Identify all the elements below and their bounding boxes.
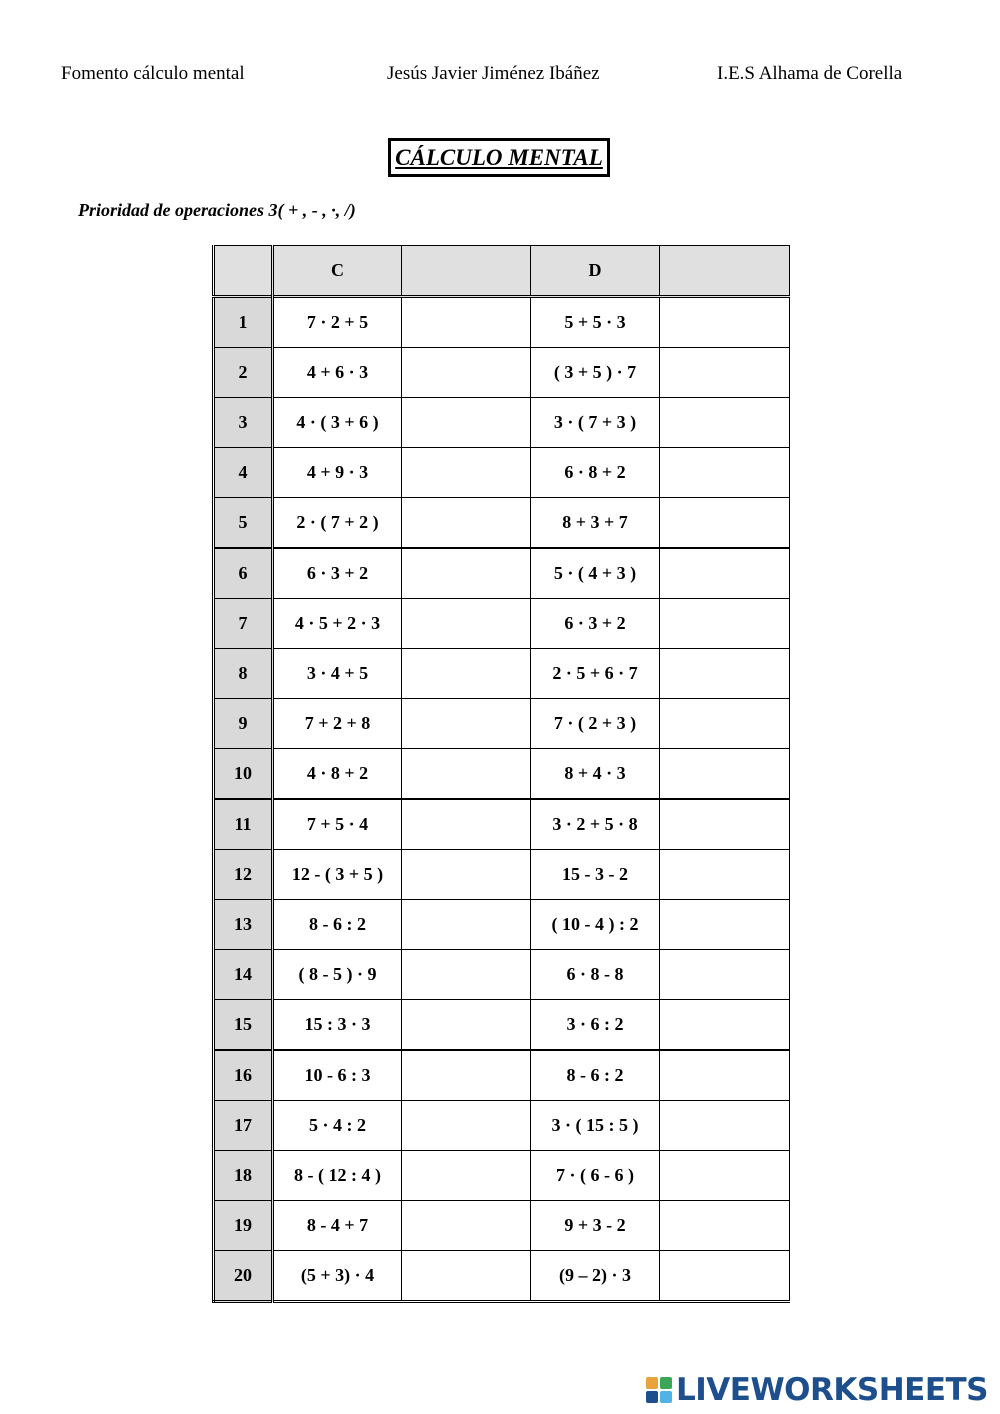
answer-input-c[interactable] bbox=[402, 348, 530, 397]
row-number: 6 bbox=[214, 548, 273, 599]
answer-cell-d[interactable] bbox=[660, 799, 790, 850]
row-number: 12 bbox=[214, 850, 273, 900]
row-number: 8 bbox=[214, 649, 273, 699]
answer-cell-c[interactable] bbox=[402, 1101, 531, 1151]
expression-d: ( 3 + 5 ) · 7 bbox=[531, 348, 660, 398]
answer-input-d[interactable] bbox=[660, 950, 789, 999]
table-row bbox=[214, 749, 790, 800]
row-number: 15 bbox=[214, 1000, 273, 1051]
answer-input-d[interactable] bbox=[660, 298, 789, 347]
row-number: 18 bbox=[214, 1151, 273, 1201]
answer-input-c[interactable] bbox=[402, 599, 530, 648]
table-row bbox=[214, 799, 790, 850]
row-number: 2 bbox=[214, 348, 273, 398]
logo-square-3 bbox=[646, 1391, 658, 1403]
table-row bbox=[214, 599, 790, 649]
answer-cell-c[interactable] bbox=[402, 749, 531, 800]
logo-square-4 bbox=[660, 1391, 672, 1403]
answer-cell-d[interactable] bbox=[660, 498, 790, 549]
expression-c: 5 · 4 : 2 bbox=[273, 1101, 402, 1151]
header-subject: Fomento cálculo mental bbox=[61, 63, 245, 84]
row-number: 14 bbox=[214, 950, 273, 1000]
answer-cell-d[interactable] bbox=[660, 1201, 790, 1251]
answer-input-c[interactable] bbox=[402, 699, 530, 748]
expression-c: 15 : 3 · 3 bbox=[273, 1000, 402, 1051]
answer-input-c[interactable] bbox=[402, 1201, 530, 1250]
expression-c: 4 + 9 · 3 bbox=[273, 448, 402, 498]
answer-cell-d[interactable] bbox=[660, 1050, 790, 1101]
table-row bbox=[214, 1251, 790, 1302]
answer-input-c[interactable] bbox=[402, 850, 530, 899]
logo-square-1 bbox=[646, 1377, 658, 1389]
table-row bbox=[214, 398, 790, 448]
answer-input-c[interactable] bbox=[402, 950, 530, 999]
answer-input-d[interactable] bbox=[660, 900, 789, 949]
header-column-d: D bbox=[531, 246, 660, 297]
table-row bbox=[214, 699, 790, 749]
answer-input-c[interactable] bbox=[402, 800, 530, 849]
answer-cell-d[interactable] bbox=[660, 448, 790, 498]
answer-input-c[interactable] bbox=[402, 900, 530, 949]
header-school: I.E.S Alhama de Corella bbox=[717, 63, 903, 84]
answer-cell-d[interactable] bbox=[660, 599, 790, 649]
answer-cell-c[interactable] bbox=[402, 348, 531, 398]
expression-c: 4 · 5 + 2 · 3 bbox=[273, 599, 402, 649]
row-number: 5 bbox=[214, 498, 273, 549]
expression-d: 2 · 5 + 6 · 7 bbox=[531, 649, 660, 699]
answer-cell-c[interactable] bbox=[402, 1000, 531, 1051]
answer-input-d[interactable] bbox=[660, 1201, 789, 1250]
header-column-c: C bbox=[273, 246, 402, 297]
expression-d: 3 · 6 : 2 bbox=[531, 1000, 660, 1051]
answer-input-c[interactable] bbox=[402, 549, 530, 598]
answer-input-d[interactable] bbox=[660, 749, 789, 798]
answer-cell-d[interactable] bbox=[660, 900, 790, 950]
answer-input-d[interactable] bbox=[660, 599, 789, 648]
answer-input-c[interactable] bbox=[402, 1051, 530, 1100]
answer-input-c[interactable] bbox=[402, 498, 530, 547]
page-title: CÁLCULO MENTAL bbox=[395, 144, 603, 170]
row-number: 3 bbox=[214, 398, 273, 448]
expression-c: 12 - ( 3 + 5 ) bbox=[273, 850, 402, 900]
table-row bbox=[214, 900, 790, 950]
answer-input-d[interactable] bbox=[660, 498, 789, 547]
answer-input-c[interactable] bbox=[402, 398, 530, 447]
answer-cell-c[interactable] bbox=[402, 448, 531, 498]
answer-cell-c[interactable] bbox=[402, 599, 531, 649]
row-number: 7 bbox=[214, 599, 273, 649]
answer-input-d[interactable] bbox=[660, 1101, 789, 1150]
expression-d: 8 - 6 : 2 bbox=[531, 1050, 660, 1101]
answer-input-d[interactable] bbox=[660, 699, 789, 748]
answer-cell-d[interactable] bbox=[660, 398, 790, 448]
expression-d: 5 + 5 · 3 bbox=[531, 297, 660, 348]
expression-c: 7 · 2 + 5 bbox=[273, 297, 402, 348]
table-row bbox=[214, 1101, 790, 1151]
answer-input-d[interactable] bbox=[660, 448, 789, 497]
answer-cell-c[interactable] bbox=[402, 900, 531, 950]
expression-c: 8 - 6 : 2 bbox=[273, 900, 402, 950]
logo-mark-icon bbox=[646, 1377, 672, 1403]
expression-d: 8 + 4 · 3 bbox=[531, 749, 660, 800]
answer-input-c[interactable] bbox=[402, 1000, 530, 1049]
table-row bbox=[214, 1050, 790, 1101]
table-row bbox=[214, 297, 790, 348]
expression-d: 3 · ( 15 : 5 ) bbox=[531, 1101, 660, 1151]
answer-input-d[interactable] bbox=[660, 398, 789, 447]
table-row bbox=[214, 448, 790, 498]
logo-text: LIVEWORKSHEETS bbox=[676, 1372, 988, 1408]
expression-c: 2 · ( 7 + 2 ) bbox=[273, 498, 402, 549]
liveworksheets-logo bbox=[646, 1372, 988, 1408]
expression-c: 8 - 4 + 7 bbox=[273, 1201, 402, 1251]
expression-c: (5 + 3) · 4 bbox=[273, 1251, 402, 1302]
expression-c: 7 + 5 · 4 bbox=[273, 799, 402, 850]
answer-cell-c[interactable] bbox=[402, 799, 531, 850]
answer-cell-c[interactable] bbox=[402, 548, 531, 599]
expression-c: 4 · ( 3 + 6 ) bbox=[273, 398, 402, 448]
expression-c: 3 · 4 + 5 bbox=[273, 649, 402, 699]
expression-d: 3 · 2 + 5 · 8 bbox=[531, 799, 660, 850]
expression-d: 7 · ( 6 - 6 ) bbox=[531, 1151, 660, 1201]
row-number: 4 bbox=[214, 448, 273, 498]
logo-square-2 bbox=[660, 1377, 672, 1389]
expression-d: 15 - 3 - 2 bbox=[531, 850, 660, 900]
answer-cell-c[interactable] bbox=[402, 699, 531, 749]
answer-cell-d[interactable] bbox=[660, 699, 790, 749]
answer-cell-c[interactable] bbox=[402, 850, 531, 900]
header-author: Jesús Javier Jiménez Ibáñez bbox=[387, 63, 600, 84]
answer-cell-d[interactable] bbox=[660, 950, 790, 1000]
page-title-box bbox=[388, 138, 610, 177]
answer-cell-c[interactable] bbox=[402, 1201, 531, 1251]
table-row bbox=[214, 498, 790, 549]
table-header-row bbox=[214, 246, 790, 297]
expression-c: 4 + 6 · 3 bbox=[273, 348, 402, 398]
answer-input-c[interactable] bbox=[402, 1101, 530, 1150]
table-row bbox=[214, 649, 790, 699]
row-number: 19 bbox=[214, 1201, 273, 1251]
expression-c: 10 - 6 : 3 bbox=[273, 1050, 402, 1101]
table-row bbox=[214, 950, 790, 1000]
expression-d: ( 10 - 4 ) : 2 bbox=[531, 900, 660, 950]
answer-input-d[interactable] bbox=[660, 348, 789, 397]
answer-cell-d[interactable] bbox=[660, 1101, 790, 1151]
answer-cell-c[interactable] bbox=[402, 1251, 531, 1302]
row-number: 16 bbox=[214, 1050, 273, 1101]
answer-cell-d[interactable] bbox=[660, 1000, 790, 1051]
answer-cell-d[interactable] bbox=[660, 649, 790, 699]
answer-input-d[interactable] bbox=[660, 850, 789, 899]
answer-cell-c[interactable] bbox=[402, 1151, 531, 1201]
answer-input-c[interactable] bbox=[402, 298, 530, 347]
answer-input-c[interactable] bbox=[402, 448, 530, 497]
row-number: 17 bbox=[214, 1101, 273, 1151]
answer-input-c[interactable] bbox=[402, 1251, 530, 1300]
header-column-c-answer bbox=[402, 246, 531, 297]
answer-input-d[interactable] bbox=[660, 1051, 789, 1100]
expression-d: (9 – 2) · 3 bbox=[531, 1251, 660, 1302]
expression-c: 6 · 3 + 2 bbox=[273, 548, 402, 599]
row-number: 9 bbox=[214, 699, 273, 749]
expression-c: ( 8 - 5 ) · 9 bbox=[273, 950, 402, 1000]
answer-input-d[interactable] bbox=[660, 1251, 789, 1300]
table-row bbox=[214, 1000, 790, 1051]
row-number: 10 bbox=[214, 749, 273, 800]
answer-input-c[interactable] bbox=[402, 749, 530, 798]
expression-c: 4 · 8 + 2 bbox=[273, 749, 402, 800]
table-row bbox=[214, 348, 790, 398]
row-number: 11 bbox=[214, 799, 273, 850]
answer-input-d[interactable] bbox=[660, 549, 789, 598]
answer-cell-d[interactable] bbox=[660, 1251, 790, 1302]
expression-d: 9 + 3 - 2 bbox=[531, 1201, 660, 1251]
expression-d: 6 · 8 + 2 bbox=[531, 448, 660, 498]
answer-input-d[interactable] bbox=[660, 1000, 789, 1049]
row-number: 1 bbox=[214, 297, 273, 348]
answer-cell-c[interactable] bbox=[402, 1050, 531, 1101]
answer-input-d[interactable] bbox=[660, 649, 789, 698]
expression-d: 8 + 3 + 7 bbox=[531, 498, 660, 549]
expression-d: 3 · ( 7 + 3 ) bbox=[531, 398, 660, 448]
expression-d: 7 · ( 2 + 3 ) bbox=[531, 699, 660, 749]
row-number: 13 bbox=[214, 900, 273, 950]
expression-c: 8 - ( 12 : 4 ) bbox=[273, 1151, 402, 1201]
answer-input-c[interactable] bbox=[402, 649, 530, 698]
answer-cell-d[interactable] bbox=[660, 297, 790, 348]
answer-input-c[interactable] bbox=[402, 1151, 530, 1200]
answer-cell-d[interactable] bbox=[660, 348, 790, 398]
row-number: 20 bbox=[214, 1251, 273, 1302]
expression-d: 5 · ( 4 + 3 ) bbox=[531, 548, 660, 599]
answer-cell-c[interactable] bbox=[402, 297, 531, 348]
answer-cell-c[interactable] bbox=[402, 649, 531, 699]
header-column-d-answer bbox=[660, 246, 790, 297]
table-row bbox=[214, 1151, 790, 1201]
header-corner bbox=[214, 246, 273, 297]
answer-cell-d[interactable] bbox=[660, 850, 790, 900]
table-row bbox=[214, 850, 790, 900]
table-row bbox=[214, 548, 790, 599]
expression-d: 6 · 3 + 2 bbox=[531, 599, 660, 649]
table-row bbox=[214, 1201, 790, 1251]
answer-input-d[interactable] bbox=[660, 1151, 789, 1200]
exercise-subtitle: Prioridad de operaciones 3( + , - , ·, /) bbox=[78, 200, 356, 220]
answer-input-d[interactable] bbox=[660, 800, 789, 849]
expression-c: 7 + 2 + 8 bbox=[273, 699, 402, 749]
answer-cell-d[interactable] bbox=[660, 548, 790, 599]
expression-d: 6 · 8 - 8 bbox=[531, 950, 660, 1000]
exercise-table bbox=[212, 245, 790, 1303]
answer-cell-c[interactable] bbox=[402, 498, 531, 549]
answer-cell-d[interactable] bbox=[660, 749, 790, 800]
answer-cell-c[interactable] bbox=[402, 398, 531, 448]
answer-cell-d[interactable] bbox=[660, 1151, 790, 1201]
answer-cell-c[interactable] bbox=[402, 950, 531, 1000]
